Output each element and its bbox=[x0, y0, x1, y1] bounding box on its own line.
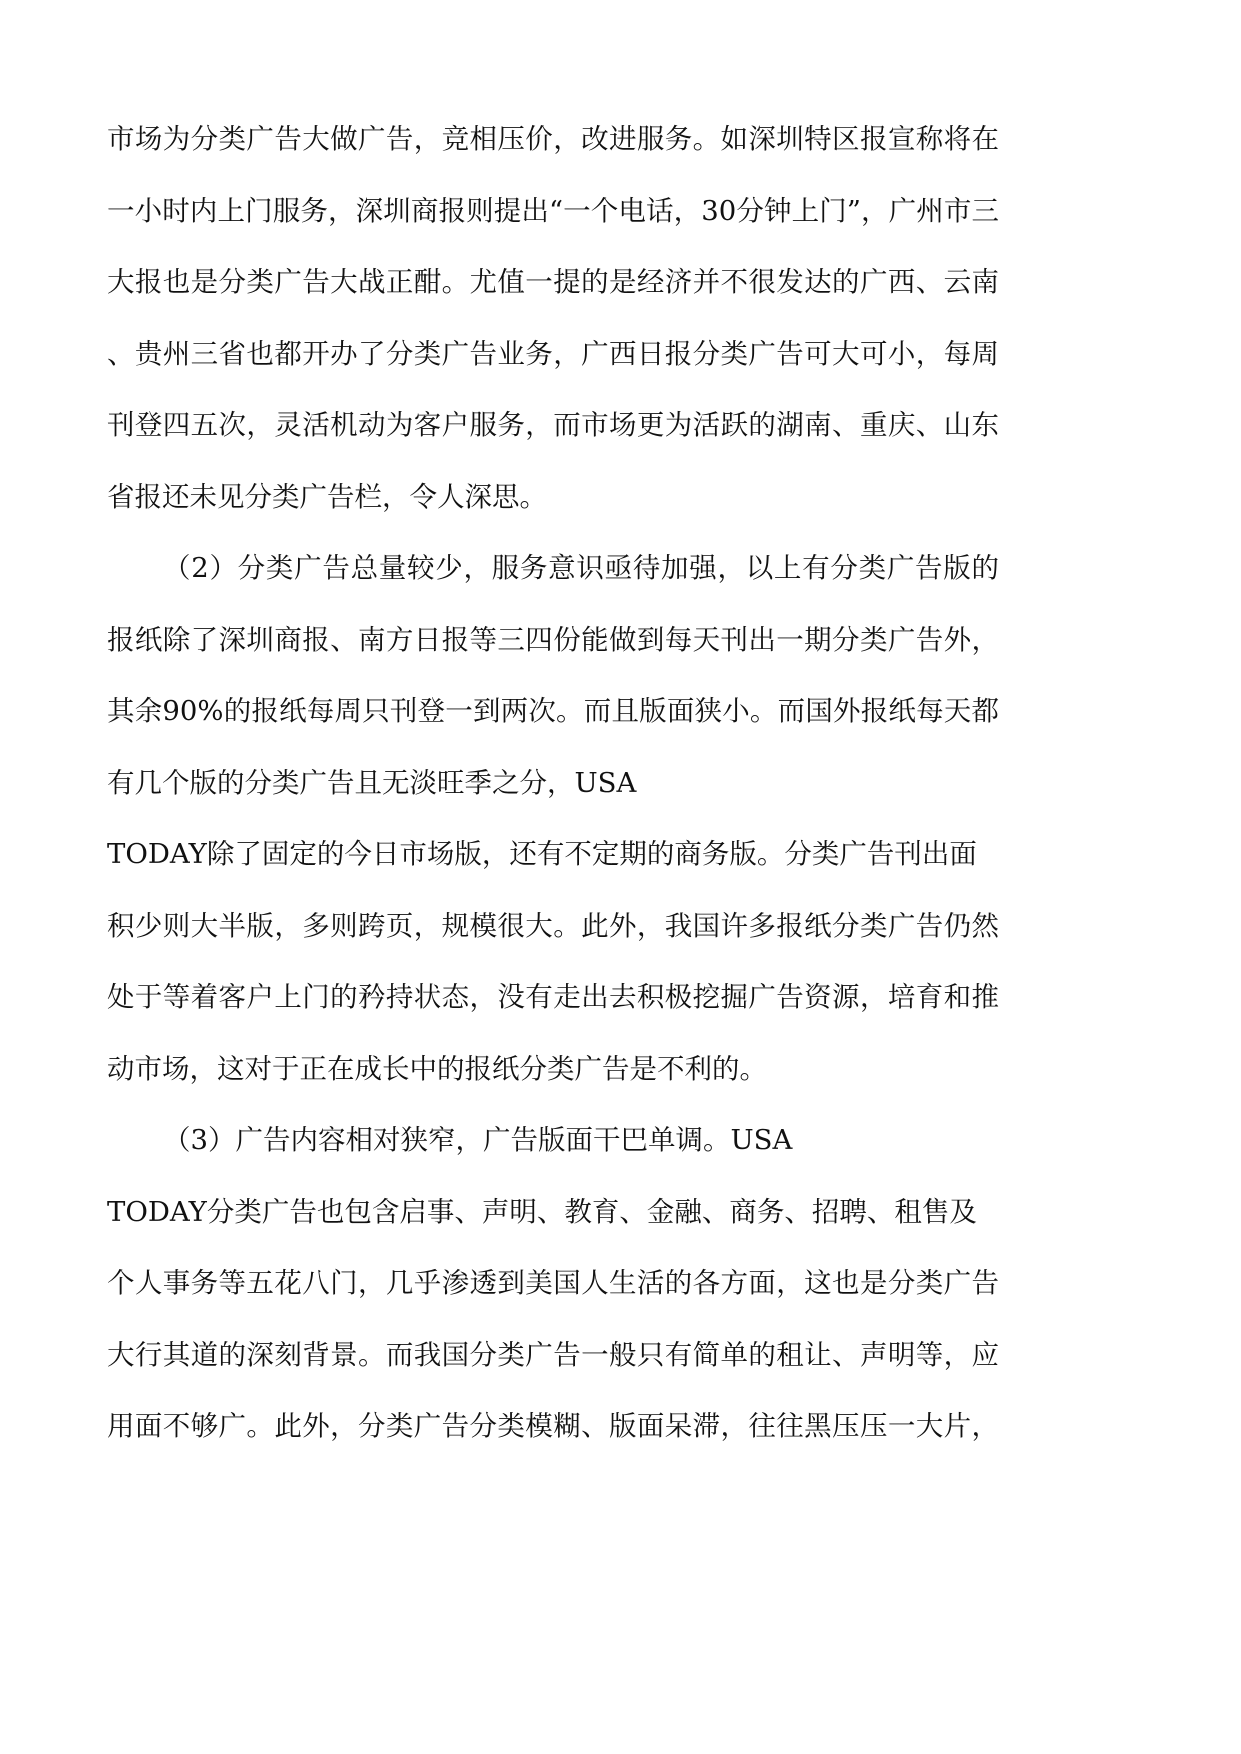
text-line: TODAY分类广告也包含启事、声明、教育、金融、商务、招聘、租售及 bbox=[107, 1195, 977, 1228]
text-line: 省报还未见分类广告栏，令人深思。 bbox=[107, 480, 547, 513]
paragraph-1 bbox=[107, 104, 999, 533]
body-text bbox=[107, 104, 999, 1463]
text-line: 其余90%的报纸每周只刊登一到两次。而且版面狭小。而国外报纸每天都 bbox=[107, 695, 999, 727]
paragraph-2 bbox=[107, 533, 999, 1105]
text-line: 一小时内上门服务，深圳商报则提出“一个电话，30分钟上门”，广州市三 bbox=[107, 194, 999, 227]
text-line: 、贵州三省也都开办了分类广告业务，广西日报分类广告可大可小，每周 bbox=[107, 337, 999, 370]
text-line: （3）广告内容相对狭窄，广告版面干巴单调。USA bbox=[163, 1124, 793, 1156]
text-line: 处于等着客户上门的矜持状态，没有走出去积极挖掘广告资源，培育和推 bbox=[107, 981, 999, 1013]
text-line: （2）分类广告总量较少，服务意识亟待加强，以上有分类广告版的 bbox=[163, 552, 999, 584]
text-line: TODAY除了固定的今日市场版，还有不定期的商务版。分类广告刊出面 bbox=[107, 838, 977, 870]
text-line: 报纸除了深圳商报、南方日报等三四份能做到每天刊出一期分类广告外， bbox=[107, 623, 999, 656]
text-line: 动市场，这对于正在成长中的报纸分类广告是不利的。 bbox=[107, 1052, 767, 1085]
text-line: 大行其道的深刻背景。而我国分类广告一般只有简单的租让、声明等，应 bbox=[107, 1338, 999, 1371]
text-line: 市场为分类广告大做广告，竞相压价，改进服务。如深圳特区报宣称将在 bbox=[107, 123, 999, 155]
text-line: 大报也是分类广告大战正酣。尤值一提的是经济并不很发达的广西、云南 bbox=[107, 266, 999, 298]
paragraph-3 bbox=[107, 1105, 999, 1463]
text-line: 积少则大半版，多则跨页，规模很大。此外，我国许多报纸分类广告仍然 bbox=[107, 909, 999, 942]
text-line: 有几个版的分类广告且无淡旺季之分，USA bbox=[107, 766, 637, 799]
text-line: 个人事务等五花八门，几乎渗透到美国人生活的各方面，这也是分类广告 bbox=[107, 1267, 999, 1299]
text-line: 用面不够广。此外，分类广告分类模糊、版面呆滞，往往黑压压一大片， bbox=[107, 1410, 999, 1442]
text-line: 刊登四五次，灵活机动为客户服务，而市场更为活跃的湖南、重庆、山东 bbox=[107, 409, 999, 441]
